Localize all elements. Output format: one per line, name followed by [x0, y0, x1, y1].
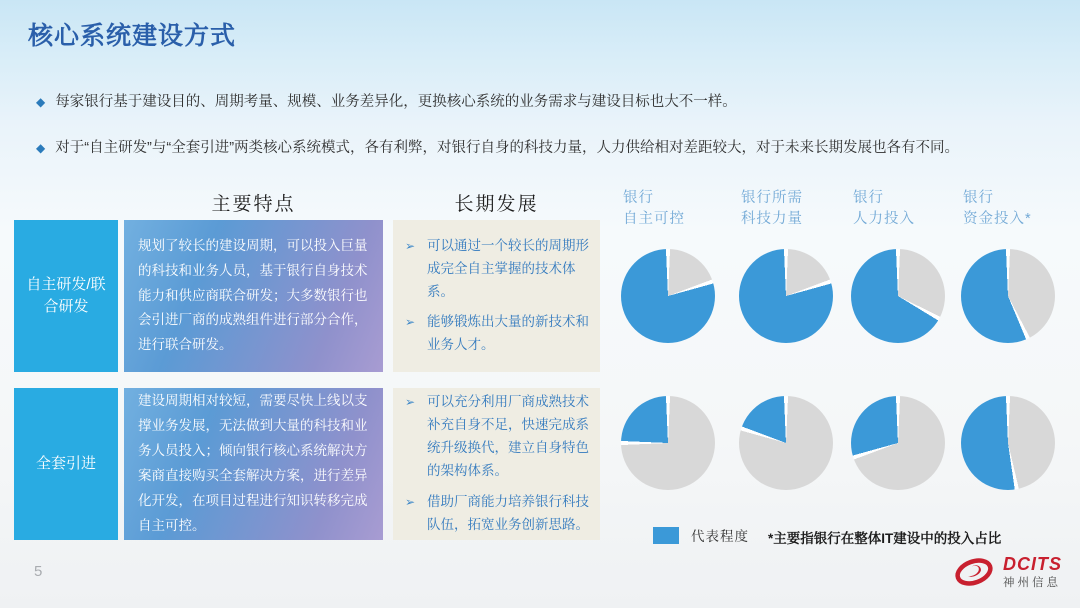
- list-item-text: 可以通过一个较长的周期形成完全自主掌握的技术体系。: [427, 237, 589, 299]
- arrow-bullet-icon: ➢: [405, 238, 416, 253]
- pie-chart: [961, 396, 1055, 490]
- dcits-swirl-icon: [951, 554, 997, 590]
- list-item: [405, 491, 592, 537]
- features-cell: [124, 388, 383, 540]
- list-item: [405, 391, 592, 483]
- pie-chart: [739, 249, 833, 343]
- pie-header-line: 自主可控: [623, 211, 685, 228]
- pie-chart: [739, 396, 833, 490]
- chart-legend: [653, 525, 749, 545]
- pie-chart: [621, 249, 715, 343]
- bullet-text: 对于“自主研发”与“全套引进”两类核心系统模式，各有利弊，对银行自身的科技力量，人力供给相对差距较大，对于未来长期发展也各有不同。: [55, 140, 960, 156]
- longterm-cell: [393, 220, 600, 372]
- longterm-cell: [393, 388, 600, 540]
- pie-column-header: [853, 188, 965, 230]
- legend-swatch: [653, 527, 679, 544]
- arrow-bullet-icon: ➢: [405, 315, 416, 330]
- bullet-text: 每家银行基于建设目的、周期考量、规模、业务差异化，更换核心系统的业务需求与建设目标也大不一样。: [55, 94, 737, 110]
- list-item: [405, 311, 592, 357]
- features-text: 规划了较长的建设周期，可以投入巨量的科技和业务人员，基于银行自身技术能力和供应商联合研发；大多数银行也会引进厂商的成熟组件进行部分合作，进行联合研发。: [138, 237, 368, 353]
- page-title: 核心系统建设方式: [28, 22, 237, 50]
- pie-header-line: 银行所需: [741, 190, 803, 206]
- arrow-bullet-icon: ➢: [405, 395, 416, 410]
- list-item-text: 借助厂商能力培养银行科技队伍，拓宽业务创新思路。: [427, 493, 589, 532]
- features-cell: [124, 220, 383, 372]
- pie-column-header: [963, 188, 1075, 230]
- pie-header-line: 科技力量: [741, 211, 803, 228]
- arrow-bullet-icon: ➢: [405, 494, 416, 509]
- pie-header-line: 银行: [963, 190, 994, 206]
- legend-label: 代表程度: [691, 529, 749, 544]
- pie-chart: [961, 249, 1055, 343]
- page-number: 5: [34, 563, 43, 580]
- pie-header-line: 人力投入: [853, 211, 915, 228]
- pie-column-header: [741, 188, 853, 230]
- chart-footnote: *主要指银行在整体IT建设中的投入占比: [768, 531, 1002, 546]
- row-label-full-import: 全套引进: [14, 388, 118, 540]
- row-label-self-development: 自主研发/联合研发: [14, 220, 118, 372]
- pie-header-line: 资金投入*: [963, 211, 1032, 228]
- features-text: 建设周期相对较短，需要尽快上线以支撑业务发展，无法做到大量的科技和业务人员投入；倾向银行核心系统解决方案商直接购买全套解决方案，进行差异化开发，在项目过程进行知识转移完成自主可控。: [138, 393, 368, 533]
- pie-column-header: [623, 188, 735, 230]
- company-logo: [951, 554, 1062, 590]
- logo-text: DCITS: [1003, 553, 1062, 574]
- list-item: [405, 235, 592, 304]
- bullet-point: [36, 138, 1046, 158]
- pie-header-line: 银行: [853, 190, 884, 206]
- pie-chart: [851, 249, 945, 343]
- pie-chart: [621, 396, 715, 490]
- pie-chart: [851, 396, 945, 490]
- bullet-point: [36, 92, 1046, 112]
- diamond-bullet-icon: ◆: [36, 141, 46, 155]
- logo-subtext: 神州信息: [1003, 576, 1061, 589]
- list-item-text: 可以充分利用厂商成熟技术补充自身不足，快速完成系统升级换代，建立自身特色的架构体系。: [427, 394, 589, 478]
- list-item-text: 能够锻炼出大量的新技术和业务人才。: [427, 314, 589, 353]
- column-header-longterm: 长期发展: [454, 194, 539, 215]
- pie-header-line: 银行: [623, 190, 654, 206]
- column-header-features: 主要特点: [211, 194, 296, 215]
- diamond-bullet-icon: ◆: [36, 95, 46, 109]
